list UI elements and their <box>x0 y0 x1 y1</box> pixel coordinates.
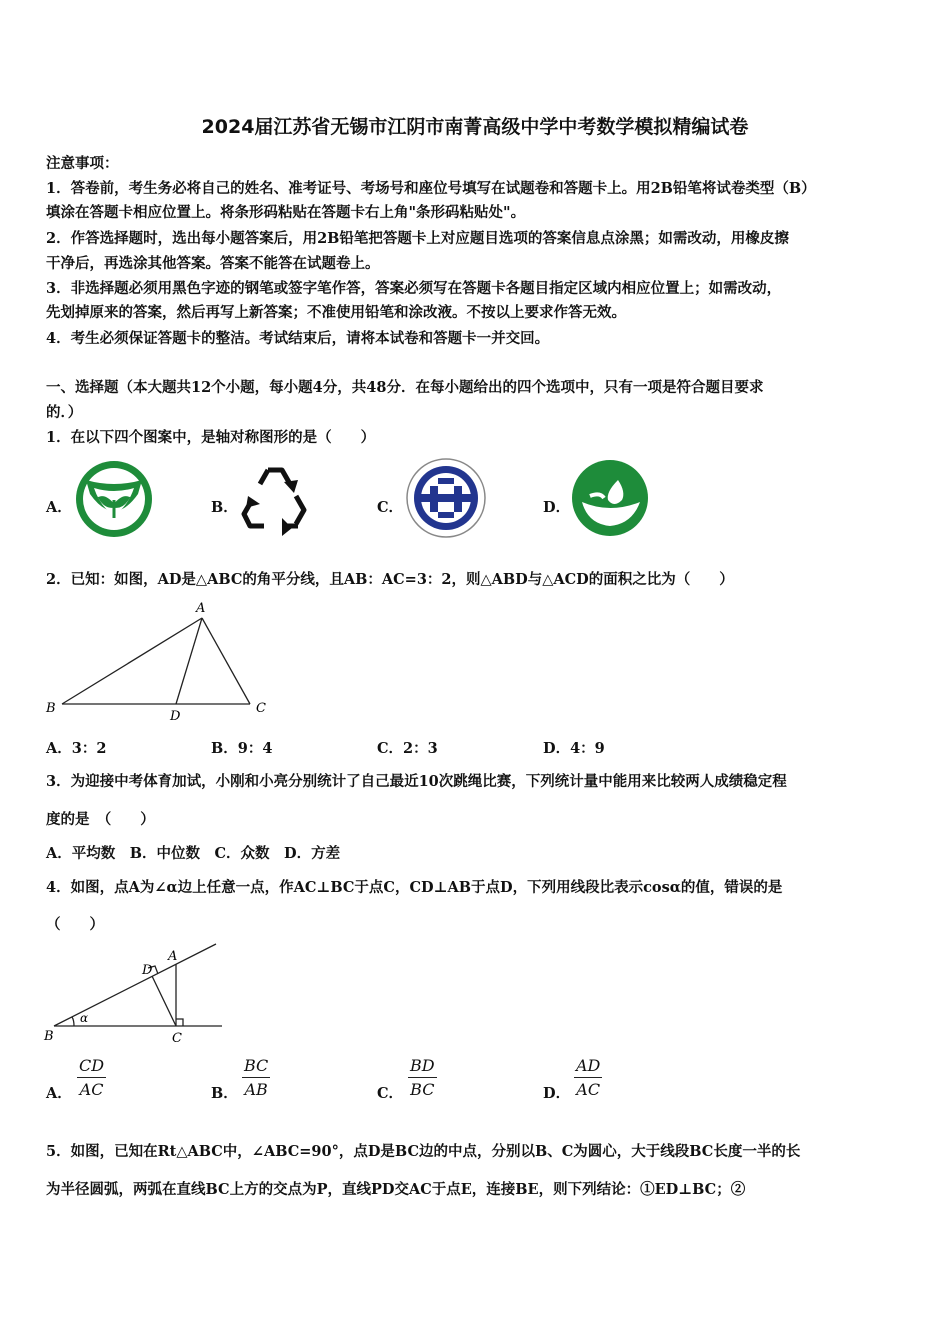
q4-option-c-fraction <box>408 1056 437 1099</box>
notice-line: 干净后，再选涂其他答案。答案不能答在试题卷上。 <box>46 255 380 272</box>
q1-option-b-label: B． <box>211 499 238 516</box>
q2-label-d: D <box>170 709 181 724</box>
denominator: AC <box>79 1080 104 1099</box>
q2-option-d: D．4：9 <box>543 740 605 757</box>
recycle-symbol-icon <box>238 460 320 538</box>
section-heading: 一、选择题（本大题共12个小题，每小题4分，共48分．在每小题给出的四个选项中，只有一项是符合题目要求 <box>46 379 764 396</box>
q4-stem: 4．如图，点A为∠α边上任意一点，作AC⊥BC于点C，CD⊥AB于点D，下列用线段比表示cosα的值，错误的是 <box>46 879 783 896</box>
green-shield-logo-icon <box>72 458 156 540</box>
numerator: CD <box>79 1056 105 1075</box>
numerator: BD <box>410 1056 435 1075</box>
q1-option-d-label: D． <box>543 499 571 516</box>
fraction-bar <box>77 1077 106 1078</box>
notice-line: 3．非选择题必须用黑色字迹的钢笔或签字笔作答，答案必须写在答题卡各题目指定区域内相应位置上；如需改动， <box>46 280 782 297</box>
fraction-bar <box>242 1077 270 1078</box>
notice-heading: 注意事项： <box>46 155 119 172</box>
fraction-bar <box>408 1077 437 1078</box>
q4-option-b-label: B． <box>211 1085 238 1102</box>
notice-line: 先划掉原来的答案，然后再写上新答案；不准使用铅笔和涂改液。不按以上要求作答无效。 <box>46 304 626 321</box>
q2-option-a: A．3：2 <box>46 740 107 757</box>
q4-option-b-fraction <box>242 1056 270 1099</box>
q4-label-a: A <box>168 949 178 964</box>
q1-option-a-label: A． <box>46 499 72 516</box>
denominator: BC <box>410 1080 435 1099</box>
q5-stem: 5．如图，已知在Rt△ABC中，∠ABC=90°，点D是BC边的中点，分别以B、C为圆心，大于线段BC长度一半的长 <box>46 1143 801 1160</box>
q2-label-a: A <box>196 601 206 616</box>
notice-line: 2．作答选择题时，选出每小题答案后，用2B铅笔把答题卡上对应题目选项的答案信息点涂黑；如需改动，用橡皮擦 <box>46 230 789 247</box>
q4-label-alpha: α <box>80 1011 89 1025</box>
q4-angle-figure <box>44 940 230 1048</box>
q3-options: A．平均数 B．中位数 C．众数 D．方差 <box>46 845 341 862</box>
q4-label-c: C <box>172 1031 182 1046</box>
q2-option-c: C．2：3 <box>377 740 438 757</box>
q4-option-d-fraction <box>574 1056 602 1099</box>
denominator: AB <box>244 1080 268 1099</box>
q5-stem-cont: 为半径圆弧，两弧在直线BC上方的交点为P，直线PD交AC于点E，连接BE，则下列结论：①ED⊥BC；② <box>46 1181 746 1198</box>
exam-title: 2024届江苏省无锡市江阴市南菁高级中学中考数学模拟精编试卷 <box>201 116 749 138</box>
numerator: AD <box>576 1056 601 1075</box>
q4-stem-cont: （ ） <box>46 916 104 933</box>
q4-option-a-fraction <box>77 1056 106 1099</box>
water-drop-logo-icon <box>570 458 650 538</box>
section-heading-cont: 的．） <box>46 404 83 421</box>
q3-stem-cont: 度的是 （ ） <box>46 811 155 828</box>
q1-option-c-label: C． <box>377 499 404 516</box>
numerator: BC <box>244 1056 269 1075</box>
q4-label-b: B <box>44 1029 54 1044</box>
q2-triangle-figure <box>44 598 274 724</box>
q3-stem: 3．为迎接中考体育加试，小刚和小亮分别统计了自己最近10次跳绳比赛，下列统计量中能用来比较两人成绩稳定程 <box>46 773 787 790</box>
q4-option-c-label: C． <box>377 1085 404 1102</box>
q4-option-d-label: D． <box>543 1085 571 1102</box>
notice-line: 填涂在答题卡相应位置上。将条形码粘贴在答题卡右上角"条形码粘贴处"。 <box>46 204 526 221</box>
q2-label-c: C <box>256 701 266 716</box>
q1-stem: 1．在以下四个图案中，是轴对称图形的是（ ） <box>46 429 376 446</box>
q2-stem: 2．已知：如图，AD是△ABC的角平分线，且AB：AC=3：2，则△ABD与△ACD的面积之比为（ ） <box>46 571 734 588</box>
notice-line: 4．考生必须保证答题卡的整洁。考试结束后，请将本试卷和答题卡一并交回。 <box>46 330 550 347</box>
q2-option-b: B．9：4 <box>211 740 273 757</box>
circle-emblem-icon <box>404 456 488 540</box>
notice-line: 1．答卷前，考生务必将自己的姓名、准考证号、考场号和座位号填写在试题卷和答题卡上。用2B铅笔将试卷类型（B） <box>46 180 816 197</box>
q2-label-b: B <box>46 701 56 716</box>
denominator: AC <box>576 1080 601 1099</box>
q4-label-d: D <box>142 963 153 978</box>
fraction-bar <box>574 1077 602 1078</box>
q4-option-a-label: A． <box>46 1085 72 1102</box>
